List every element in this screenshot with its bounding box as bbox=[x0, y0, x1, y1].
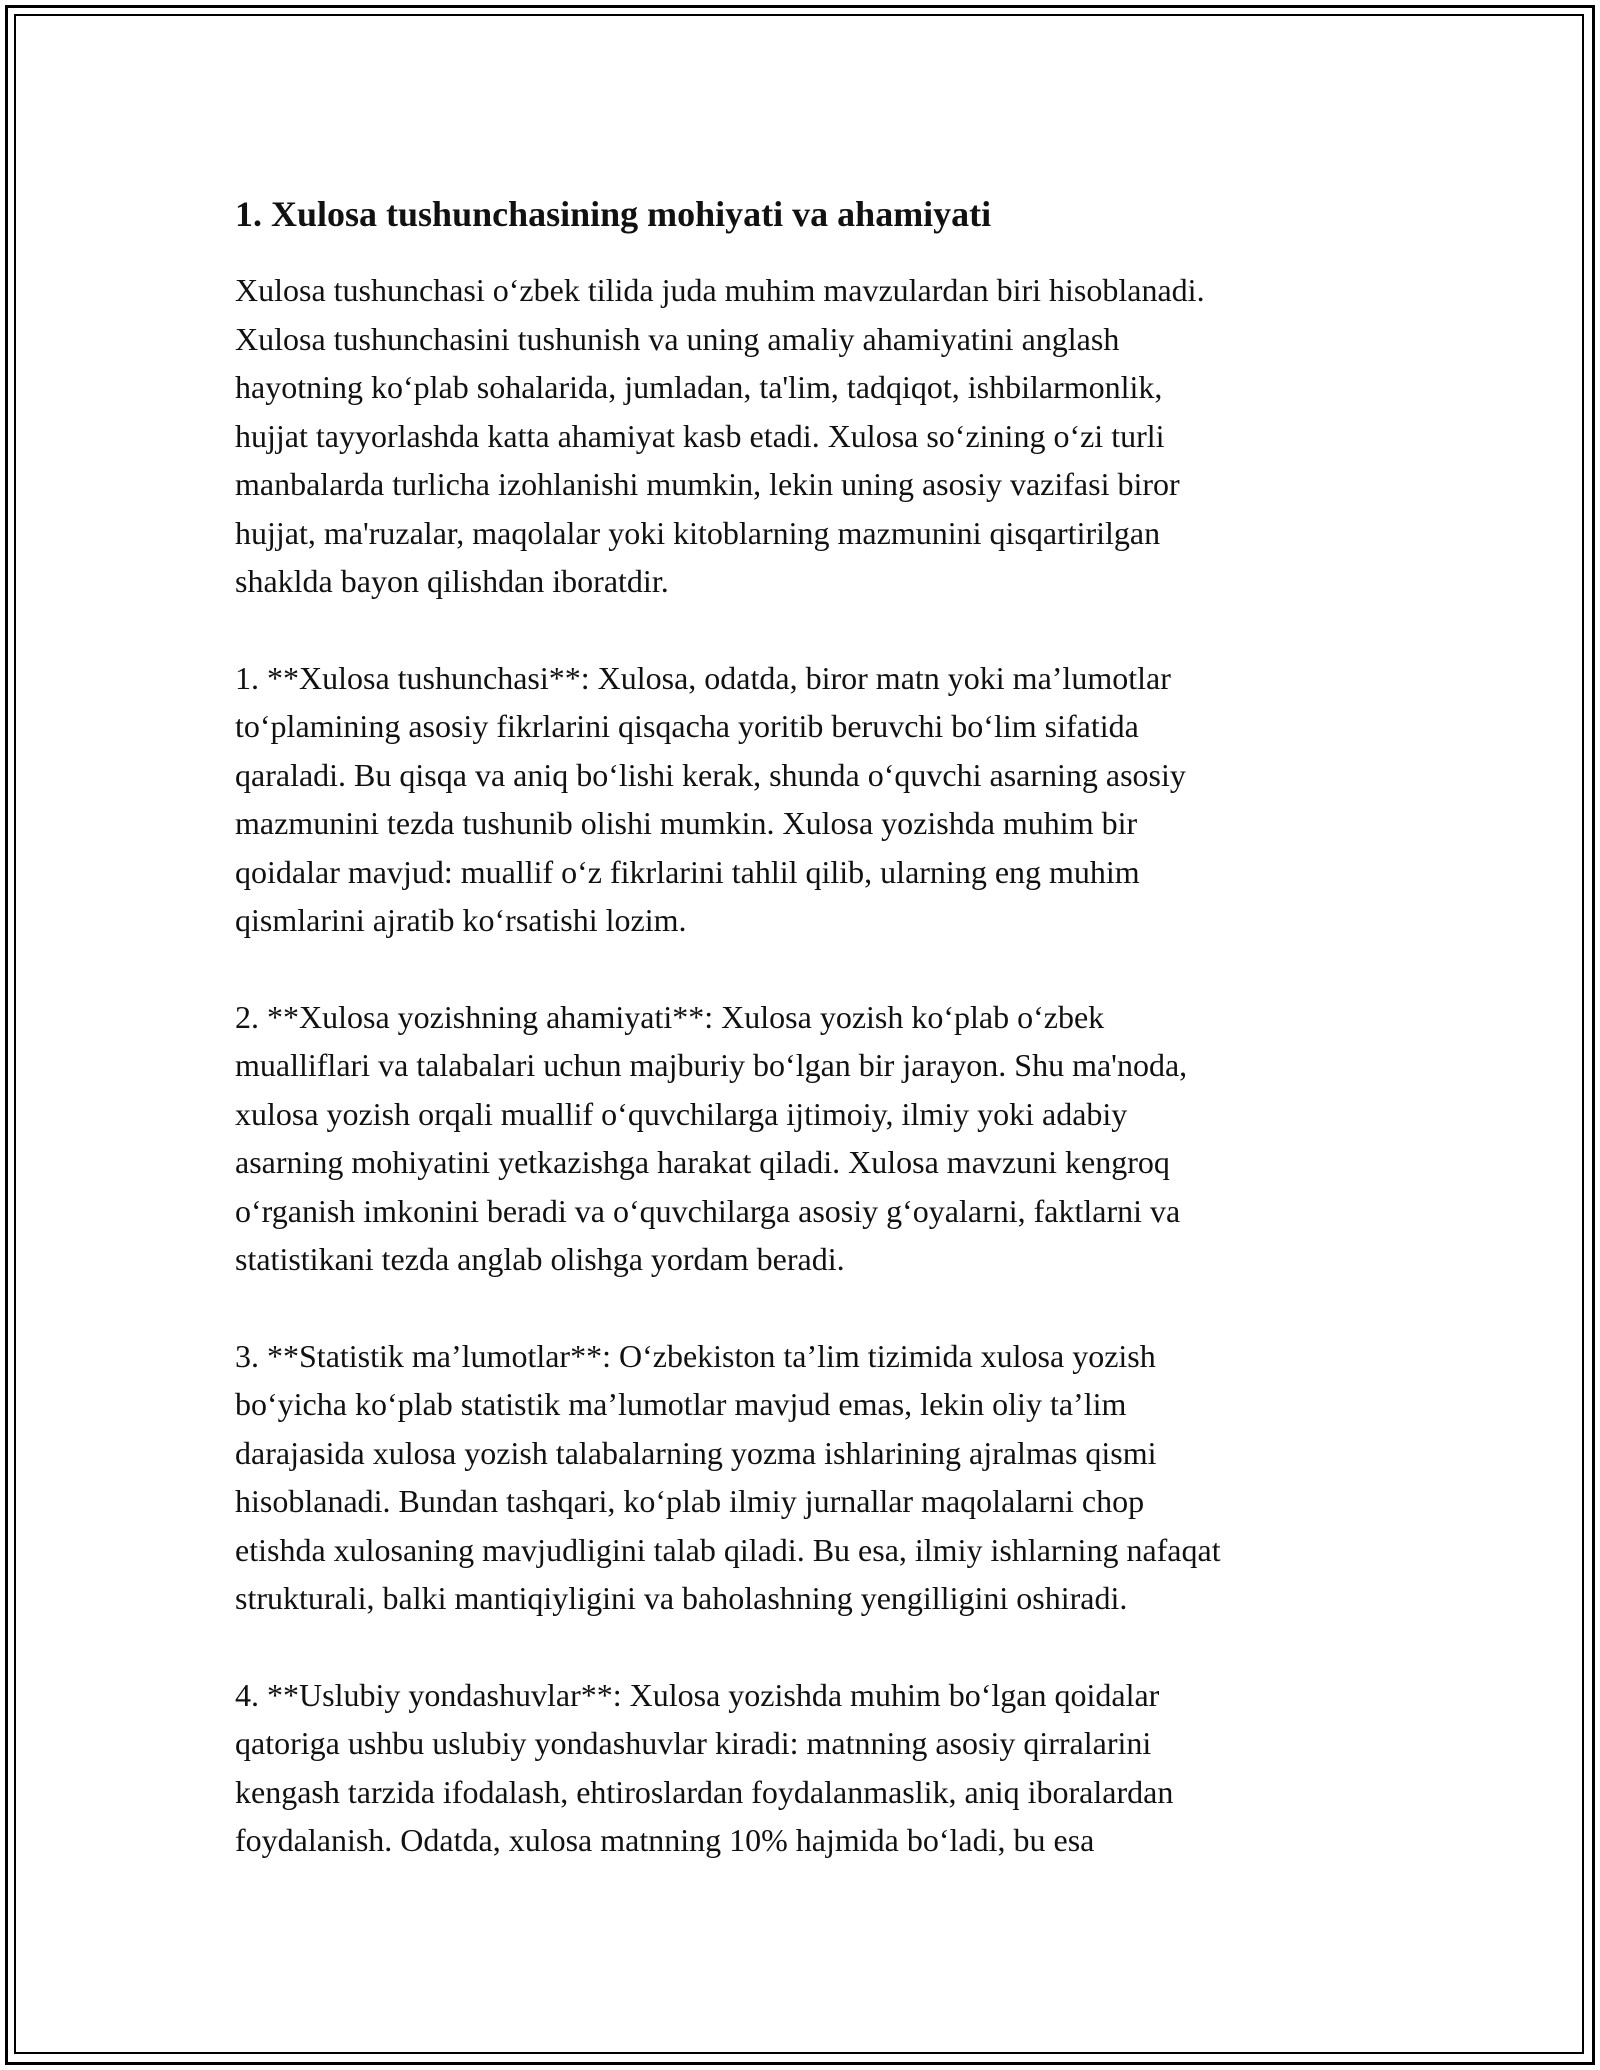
paragraph-item-2: 2. **Xulosa yozishning ahamiyati**: Xulosa yozish ko‘plab o‘zbek mualliflari va talabalari uchun majburiy bo‘lgan bir jarayon. Shu ma'noda, xulosa yozish orqali muallif o‘quvchilarga ijtimoiy, ilmiy yoki adabiy asarning mohiyatini yetkazishga harakat qiladi. Xulosa mavzuni kengroq o‘rganish imkonini beradi va o‘quvchilarga asosiy g‘oyalarni, faktlarni va statistikani tezda anglab olishga yordam beradi. bbox=[235, 998, 1188, 1277]
paragraph-intro: Xulosa tushunchasi o‘zbek tilida juda muhim mavzulardan biri hisoblanadi. Xulosa tushunchasini tushunish va uning amaliy ahamiyatini anglash hayotning ko‘plab sohalarida, jumladan, ta'lim, tadqiqot, ishbilarmonlik, hujjat tayyorlashda katta ahamiyat kasb etadi. Xulosa so‘zining o‘zi turli manbalarda turlicha izohlanishi mumkin, lekin uning asosiy vazifasi biror hujjat, ma'ruzalar, maqolalar yoki kitoblarning mazmunini qisqartirilgan shaklda bayon qilishdan iboratdir. bbox=[235, 272, 1205, 599]
document-body bbox=[235, 188, 1375, 1865]
paragraph-item-4: 4. **Uslubiy yondashuvlar**: Xulosa yozishda muhim bo‘lgan qoidalar qatoriga ushbu uslubiy yondashuvlar kiradi: matnning asosiy qirralarini kengash tarzida ifodalash, ehtiroslardan foydalanmaslik, aniq iboralardan foydalanish. Odatda, xulosa matnning 10% hajmida bo‘ladi, bu esa bbox=[235, 1676, 1174, 1858]
paragraph-item-3: 3. **Statistik ma’lumotlar**: O‘zbekiston ta’lim tizimida xulosa yozish bo‘yicha ko‘plab statistik ma’lumotlar mavjud emas, lekin oliy ta’lim darajasida xulosa yozish talabalarning yozma ishlarining ajralmas qismi hisoblanadi. Bundan tashqari, ko‘plab ilmiy jurnallar maqolalarni chop etishda xulosaning mavjudligini talab qiladi. Bu esa, ilmiy ishlarning nafaqat strukturali, balki mantiqiyligini va baholashning yengilligini oshiradi. bbox=[235, 1337, 1221, 1616]
paragraph-item-1: 1. **Xulosa tushunchasi**: Xulosa, odatda, biror matn yoki ma’lumotlar to‘plamining asosiy fikrlarini qisqacha yoritib beruvchi bo‘lim sifatida qaraladi. Bu qisqa va aniq bo‘lishi kerak, shunda o‘quvchi asarning asosiy mazmunini tezda tushunib olishi mumkin. Xulosa yozishda muhim bir qoidalar mavjud: muallif o‘z fikrlarini tahlil qilib, ularning eng muhim qismlarini ajratib ko‘rsatishi lozim. bbox=[235, 659, 1186, 938]
section-heading: 1. Xulosa tushunchasining mohiyati va ahamiyati bbox=[235, 194, 992, 234]
